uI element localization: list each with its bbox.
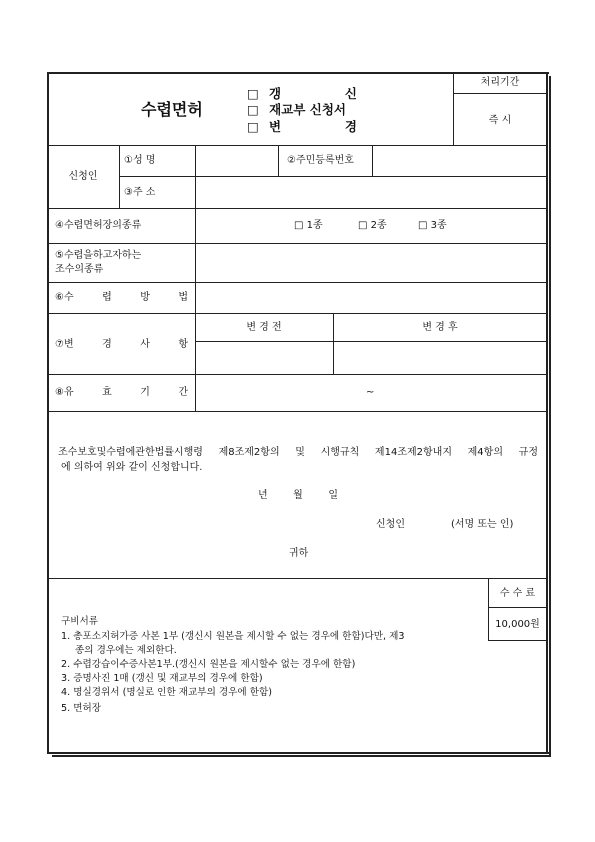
label-part: 항: [178, 339, 188, 350]
label-part: ⑥수: [55, 292, 74, 303]
label-part: 법: [178, 292, 188, 303]
border-right: [546, 72, 548, 753]
change-after-field[interactable]: [334, 342, 546, 373]
line: [488, 607, 547, 608]
date-line: [258, 490, 338, 502]
rrn-label: ②주민등록번호: [287, 155, 354, 166]
label-part: 방: [140, 292, 150, 303]
label-part: 간: [178, 387, 188, 398]
bird-type-label-line1: ⑤수렵을하고자하는: [55, 250, 142, 261]
line: [47, 313, 547, 314]
change-label: [55, 339, 188, 351]
processing-period-value: 즉 시: [488, 115, 512, 126]
line: [119, 145, 120, 208]
document-item-4: 4. 명실경위서 (명실로 인한 재교부의 경우에 한함): [61, 687, 273, 698]
option-reissue[interactable]: [247, 102, 346, 117]
license-type-2[interactable]: □ 2종: [358, 220, 387, 231]
address-field[interactable]: [196, 177, 546, 207]
document-item-1: 1. 총포소지허가증 사본 1부 (갱신시 원본을 제시할 수 없는 경우에 한함)다만, 제3: [61, 631, 405, 642]
label-part: 기: [140, 387, 150, 398]
declaration-line2: 에 의하여 위와 같이 신청합니다.: [61, 462, 203, 473]
processing-period-label: 처리기간: [480, 77, 520, 88]
option-change-label: 변 경: [269, 119, 357, 134]
label-part: 렵: [102, 292, 112, 303]
license-type-1[interactable]: □ 1종: [294, 220, 323, 231]
line: [278, 145, 279, 176]
date-month: 월: [293, 490, 303, 501]
label-part: ⑦변: [55, 339, 74, 350]
line: [47, 208, 547, 209]
name-label-text: ①성 명: [124, 155, 156, 166]
shadow-right: [549, 76, 551, 756]
line: [47, 411, 547, 412]
label-part: ⑧유: [55, 387, 74, 398]
label-part: 경: [102, 339, 112, 350]
document-item-3: 3. 증명사진 1매 (갱신 및 재교부의 경우에 한함): [61, 673, 263, 684]
checkbox-icon: □: [247, 102, 259, 117]
declaration-line1: 조수보호및수렵에관한법률시행령 제8조제2항의 및 시행규칙 제14조제2항내지 제4항의 규정: [58, 447, 538, 458]
bird-type-field[interactable]: [196, 244, 546, 281]
applicant-sign-label: 신청인: [376, 519, 405, 530]
option-change[interactable]: [247, 119, 357, 134]
line: [47, 578, 547, 579]
sign-or-seal-label: (서명 또는 인): [451, 519, 514, 530]
border-top: [47, 72, 549, 74]
change-after-label: 변 경 후: [422, 322, 458, 333]
validity-field[interactable]: [196, 375, 546, 410]
document-item-5: 5. 면허장: [61, 703, 102, 714]
documents-heading: 구비서류: [61, 616, 99, 627]
bird-type-label-line2: 조수의종류: [55, 264, 104, 275]
document-item-1-cont: 종의 경우에는 제외한다.: [75, 645, 177, 656]
border-bottom: [47, 752, 549, 754]
addressee-label: 귀하: [289, 548, 309, 559]
validity-label: [55, 387, 188, 399]
license-type-3[interactable]: □ 3종: [418, 220, 447, 231]
license-type-label: ④수렵면허장의종류: [55, 220, 142, 231]
method-field[interactable]: [196, 283, 546, 312]
option-reissue-label: 재교부 신청서: [269, 102, 346, 117]
change-before-label: 변 경 전: [246, 322, 282, 333]
label-part: 효: [102, 387, 112, 398]
rrn-field[interactable]: [373, 146, 546, 175]
checkbox-icon: □: [247, 119, 259, 134]
line: [488, 640, 547, 641]
change-before-field[interactable]: [196, 342, 332, 373]
validity-tilde: ~: [366, 387, 375, 398]
date-day: 일: [328, 490, 338, 501]
checkbox-icon: □: [247, 86, 259, 101]
form-title: 수렵면허: [141, 100, 203, 119]
line: [453, 93, 547, 94]
name-label: [124, 155, 178, 167]
name-field[interactable]: [196, 146, 277, 175]
applicant-section-label: 신청인: [68, 171, 98, 182]
option-renewal-label: 갱 신: [269, 86, 357, 101]
date-year: 년: [258, 490, 268, 501]
address-label: ③주 소: [124, 187, 156, 198]
fee-value: 10,000원: [495, 619, 540, 630]
shadow-bottom: [52, 755, 551, 757]
fee-label: 수 수 료: [499, 588, 536, 599]
method-label: [55, 292, 188, 304]
document-item-2: 2. 수렵강습이수증사본1부.(갱신시 원본을 제시할수 없는 경우에 한함): [61, 659, 356, 670]
label-part: 사: [140, 339, 150, 350]
option-renewal[interactable]: [247, 86, 357, 101]
